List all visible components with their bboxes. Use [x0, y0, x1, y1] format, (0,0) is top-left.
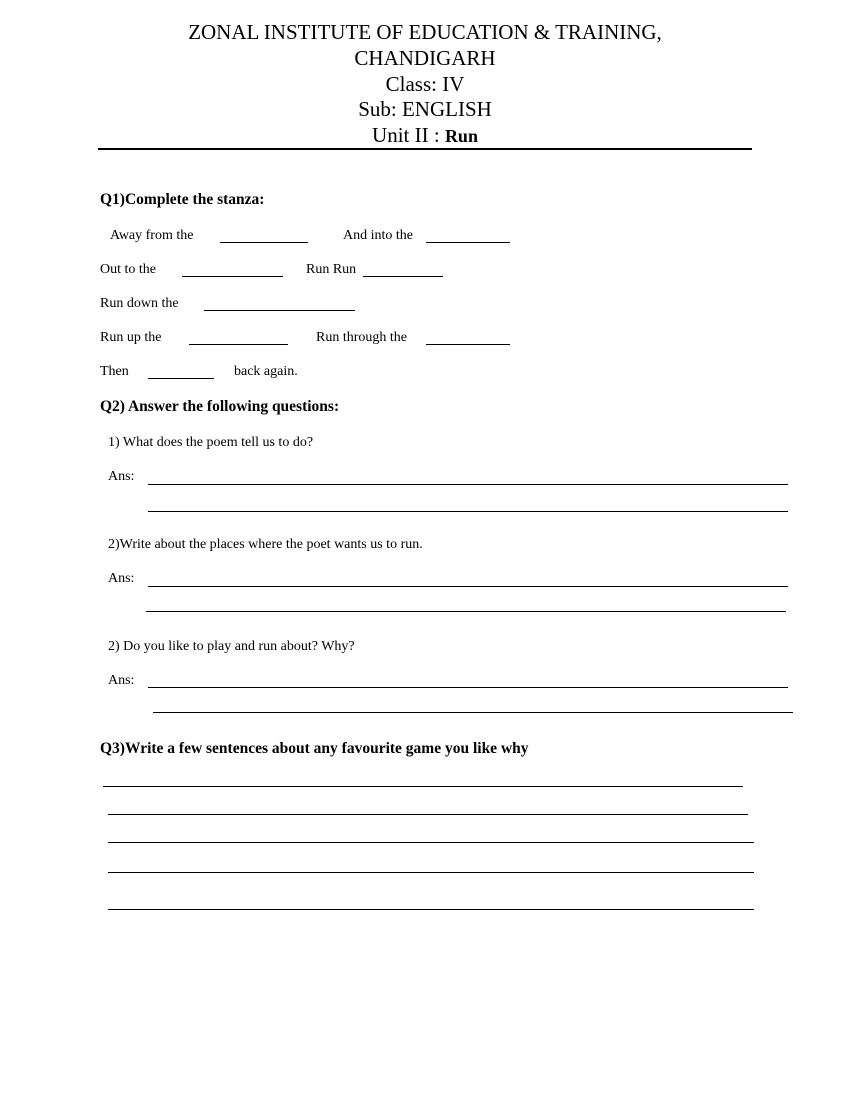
stanza-text: Run Run	[306, 262, 357, 277]
q1-title: Q1)Complete the stanza:	[100, 191, 265, 208]
answer-line[interactable]	[146, 611, 786, 612]
blank[interactable]	[220, 242, 308, 243]
stanza-text: Away from the	[110, 228, 194, 243]
answer-line[interactable]	[108, 842, 754, 843]
answer-line[interactable]	[148, 586, 788, 587]
stanza-text: Run up the	[100, 330, 162, 345]
blank[interactable]	[363, 276, 443, 277]
stanza-text: And into the	[343, 228, 413, 243]
unit-prefix: Unit II :	[372, 123, 445, 147]
subject-label: Sub: ENGLISH	[358, 97, 492, 121]
blank[interactable]	[182, 276, 283, 277]
blank[interactable]	[426, 344, 510, 345]
stanza-text: Then	[100, 364, 129, 379]
blank[interactable]	[426, 242, 510, 243]
answer-line[interactable]	[148, 511, 788, 512]
answer-line[interactable]	[108, 872, 754, 873]
ans-label: Ans:	[108, 673, 135, 688]
stanza-text: Out to the	[100, 262, 156, 277]
blank[interactable]	[204, 310, 355, 311]
q3-title: Q3)Write a few sentences about any favourite game you like why	[100, 740, 529, 757]
q2-title: Q2) Answer the following questions:	[100, 398, 340, 415]
blank[interactable]	[148, 378, 214, 379]
question-2: 2)Write about the places where the poet wants us to run.	[108, 537, 423, 552]
ans-label: Ans:	[108, 469, 135, 484]
answer-line[interactable]	[108, 909, 754, 910]
institute-name: ZONAL INSTITUTE OF EDUCATION & TRAINING,	[188, 20, 662, 44]
question-1: 1) What does the poem tell us to do?	[108, 435, 314, 450]
stanza-text: back again.	[234, 364, 298, 379]
stanza-text: Run down the	[100, 296, 179, 311]
unit-title: Run	[444, 126, 478, 146]
answer-line[interactable]	[103, 786, 743, 787]
answer-line[interactable]	[148, 687, 788, 688]
ans-label: Ans:	[108, 571, 135, 586]
question-3: 2) Do you like to play and run about? Why?	[108, 639, 355, 654]
blank[interactable]	[189, 344, 288, 345]
answer-line[interactable]	[153, 712, 793, 713]
institute-city: CHANDIGARH	[354, 46, 496, 70]
header-rule	[98, 148, 752, 150]
class-label: Class: IV	[385, 72, 465, 96]
answer-line[interactable]	[148, 484, 788, 485]
unit-label	[0, 123, 850, 148]
answer-line[interactable]	[108, 814, 748, 815]
stanza-text: Run through the	[316, 330, 407, 345]
